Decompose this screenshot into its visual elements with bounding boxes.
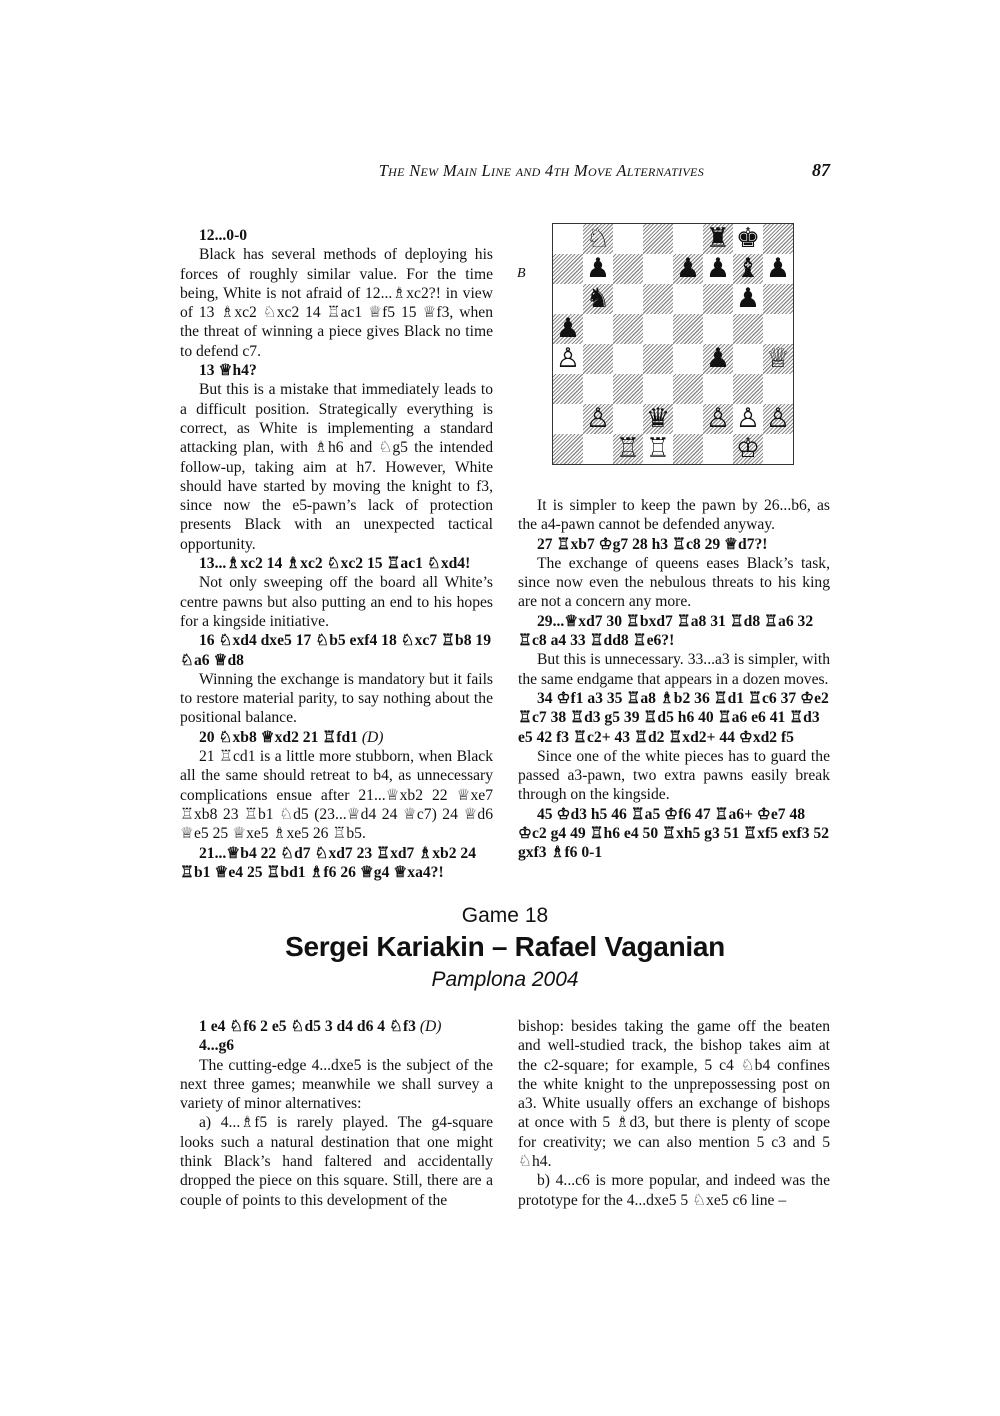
square-b8 <box>583 224 613 254</box>
square-h8 <box>763 224 793 254</box>
commentary-paragraph: Not only sweeping off the board all White’s centre pawns but also putting an end to his hopes for a kingside initiative. <box>180 574 493 630</box>
move-line: 29...♕xd7 30 ♖bxd7 ♖a8 31 ♖d8 ♖a6 32 ♖c8 a4 33 ♖dd8 ♖e6?! <box>518 612 814 650</box>
square-a8 <box>553 224 583 254</box>
move-line: 34 ♔f1 a3 35 ♖a8 ♗b2 36 ♖d1 ♖c6 37 ♔e2 ♖c7 38 ♖d3 g5 39 ♖d5 h6 40 ♖a6 e6 41 ♖d3 e5 42 f3 ♖c2+ 43 ♖d2 ♖xd2+ 44 ♔xd2 f5 <box>518 689 829 746</box>
move-line: 16 ♘xd4 dxe5 17 ♘b5 exf4 18 ♘xc7 ♖b8 19 ♘a6 ♕d8 <box>180 632 491 669</box>
square-d1 <box>643 434 673 464</box>
square-e4 <box>673 344 703 374</box>
square-c2 <box>613 404 643 434</box>
chess-piece-icon: ♟ <box>585 253 611 284</box>
move-line: 4...g6 <box>199 1037 235 1055</box>
square-f8 <box>703 224 733 254</box>
square-f1 <box>703 434 733 464</box>
commentary-paragraph: a) 4...♗f5 is rarely played. The g4-square looks such a natural destination that one might think Black’s hand faltered and accidentally dropped the piece on this square. Still, there are a couple of points to this development of the <box>180 1114 493 1209</box>
commentary-paragraph: But this is a mistake that immediately leads to a difficult position. Strategically everything is correct, as White is implementing a standard attacking plan, with ♗h6 and ♘g5 the intended follow-up, taking aim at h7. However, White should have started by moving the knight to f3, since now the e5-pawn’s lack of protection presents Black with an unexpected tactical opportunity. <box>180 381 493 553</box>
chess-piece-icon: ♙ <box>705 403 731 434</box>
chess-piece-icon: ♔ <box>735 433 761 464</box>
move-line: 13...♗xc2 14 ♗xc2 ♘xc2 15 ♖ac1 ♘xd4! <box>199 555 471 573</box>
commentary-paragraph: b) 4...c6 is more popular, and indeed was the prototype for the 4...dxe5 5 ♘xe5 c6 line – <box>518 1172 830 1209</box>
running-head-title: The New Main Line and 4th Move Alternatives <box>378 161 704 180</box>
square-e5 <box>673 314 703 344</box>
chess-piece-icon: ♖ <box>645 433 671 464</box>
square-b1 <box>583 434 613 464</box>
lower-right-column <box>518 1017 830 1210</box>
square-e6 <box>673 284 703 314</box>
square-g4 <box>733 344 763 374</box>
commentary-paragraph: Winning the exchange is mandatory but it fails to restore material parity, to say nothing about the positional balance. <box>180 670 493 727</box>
chess-piece-icon: ♞ <box>585 283 611 314</box>
square-d7 <box>643 254 673 284</box>
square-g6 <box>733 284 763 314</box>
commentary-paragraph: But this is unnecessary. 33...a3 is simpler, with the same endgame that appears in a dozen moves. <box>518 651 830 688</box>
square-c1 <box>613 434 643 464</box>
chess-piece-icon: ♟ <box>555 313 581 344</box>
square-a7 <box>553 254 583 284</box>
diagram-marker: (D) <box>419 1018 442 1035</box>
square-c7 <box>613 254 643 284</box>
chess-piece-icon: ♟ <box>735 283 761 314</box>
left-column <box>180 226 493 882</box>
square-a5 <box>553 314 583 344</box>
chess-piece-icon: ♟ <box>705 253 731 284</box>
square-b4 <box>583 344 613 374</box>
move-line: 21...♕b4 22 ♘d7 ♘xd7 23 ♖xd7 ♗xb2 24 ♖b1 ♕e4 25 ♖bd1 ♗f6 26 ♕g4 ♕xa4?! <box>180 844 476 881</box>
square-f5 <box>703 314 733 344</box>
square-d8 <box>643 224 673 254</box>
chess-piece-icon: ♕ <box>765 343 791 374</box>
square-g8 <box>733 224 763 254</box>
square-e7 <box>673 254 703 284</box>
commentary-paragraph: 21 ♖cd1 is a little more stubborn, when Black all the same should retreat to b4, as unnecessary complications ensue after 21...♕xb2 22 ♕xe7 ♖xb8 23 ♖b1 ♘d5 (23...♕d4 24 ♕c7) 24 ♕d6 ♕e5 25 ♕xe5 ♗xe5 26 ♖b5. <box>180 748 493 843</box>
move-line <box>180 728 493 747</box>
square-h3 <box>763 374 793 404</box>
square-f4 <box>703 344 733 374</box>
game-players: Sergei Kariakin – Rafael Vaganian <box>285 931 725 962</box>
square-d3 <box>643 374 673 404</box>
commentary-paragraph: The cutting-edge 4...dxe5 is the subject of the next three games; meanwhile we shall survey a variety of minor alternatives: <box>180 1056 493 1113</box>
square-e1 <box>673 434 703 464</box>
square-c8 <box>613 224 643 254</box>
square-h5 <box>763 314 793 344</box>
chess-piece-icon: ♟ <box>705 343 731 374</box>
running-head <box>180 161 830 183</box>
game-number: Game 18 <box>461 904 549 927</box>
chess-diagram <box>552 223 794 465</box>
square-b5 <box>583 314 613 344</box>
square-c3 <box>613 374 643 404</box>
game-event: Pamplona 2004 <box>431 968 579 991</box>
square-e8 <box>673 224 703 254</box>
square-g7 <box>733 254 763 284</box>
chess-piece-icon: ♟ <box>765 253 791 284</box>
square-a3 <box>553 374 583 404</box>
square-g1 <box>733 434 763 464</box>
square-b6 <box>583 284 613 314</box>
chess-piece-icon: ♛ <box>645 403 671 434</box>
square-f3 <box>703 374 733 404</box>
square-f2 <box>703 404 733 434</box>
move-line: 27 ♖xb7 ♔g7 28 h3 ♖c8 29 ♕d7?! <box>537 535 768 553</box>
move-line: 13 ♕h4? <box>199 362 257 380</box>
square-g2 <box>733 404 763 434</box>
square-c4 <box>613 344 643 374</box>
right-column <box>518 496 830 863</box>
square-d6 <box>643 284 673 314</box>
square-h7 <box>763 254 793 284</box>
square-g3 <box>733 374 763 404</box>
square-a4 <box>553 344 583 374</box>
square-f7 <box>703 254 733 284</box>
commentary-paragraph: bishop: besides taking the game off the beaten and well-studied track, the bishop takes aim at the c2-square; for example, 5 c4 ♘b4 confines the white knight to the unprepossessing post on a3. White usually offers an exchange of bishops at once with 5 ♗d3, but there is plenty of scope for creativity; we can also mention 5 c3 and 5 ♘h4. <box>518 1018 830 1171</box>
page-number: 87 <box>812 160 830 180</box>
chess-board <box>552 223 794 465</box>
square-f6 <box>703 284 733 314</box>
square-b3 <box>583 374 613 404</box>
square-c5 <box>613 314 643 344</box>
square-a2 <box>553 404 583 434</box>
move-text: 20 ♘xb8 ♕xd2 21 ♖fd1 <box>199 728 358 746</box>
side-to-move-label: B <box>517 266 526 281</box>
chess-piece-icon: ♘ <box>585 223 611 254</box>
move-text: 1 e4 ♘f6 2 e5 ♘d5 3 d4 d6 4 ♘f3 <box>199 1018 416 1035</box>
diagram-marker: (D) <box>361 728 384 746</box>
chess-piece-icon: ♜ <box>705 223 731 254</box>
square-a1 <box>553 434 583 464</box>
chess-piece-icon: ♝ <box>735 253 761 284</box>
square-e3 <box>673 374 703 404</box>
chess-piece-icon: ♙ <box>585 403 611 434</box>
move-line: 12...0-0 <box>199 227 248 244</box>
square-b7 <box>583 254 613 284</box>
square-h2 <box>763 404 793 434</box>
square-h4 <box>763 344 793 374</box>
square-e2 <box>673 404 703 434</box>
commentary-paragraph: It is simpler to keep the pawn by 26...b6, as the a4-pawn cannot be defended anyway. <box>518 497 830 534</box>
square-a6 <box>553 284 583 314</box>
square-d4 <box>643 344 673 374</box>
move-line: 45 ♔d3 h5 46 ♖a5 ♔f6 47 ♖a6+ ♔e7 48 ♔c2 g4 49 ♖h6 e4 50 ♖xh5 g3 51 ♖xf5 exf3 52 gxf3 ♗f6 0-1 <box>518 805 830 862</box>
square-h1 <box>763 434 793 464</box>
square-b2 <box>583 404 613 434</box>
chess-piece-icon: ♚ <box>735 223 761 254</box>
square-d2 <box>643 404 673 434</box>
chess-piece-icon: ♙ <box>555 343 581 374</box>
square-c6 <box>613 284 643 314</box>
commentary-paragraph: The exchange of queens eases Black’s task, since now even the nebulous threats to his king are not a concern any more. <box>518 554 830 611</box>
chess-piece-icon: ♙ <box>765 403 791 434</box>
commentary-paragraph: Since one of the white pieces has to guard the passed a3-pawn, two extra pawns easily break through on the kingside. <box>518 747 830 804</box>
lower-left-column <box>180 1017 493 1210</box>
square-h6 <box>763 284 793 314</box>
commentary-paragraph: Black has several methods of deploying his forces of roughly similar value. For the time being, White is not afraid of 12...♗xc2?! in view of 13 ♗xc2 ♘xc2 14 ♖ac1 ♕f5 15 ♕f3, when the threat of winning a piece gives Black no time to defend c7. <box>180 246 493 360</box>
square-g5 <box>733 314 763 344</box>
move-line <box>180 1017 493 1036</box>
square-d5 <box>643 314 673 344</box>
chess-piece-icon: ♟ <box>675 253 701 284</box>
chess-piece-icon: ♙ <box>735 403 761 434</box>
chess-piece-icon: ♖ <box>615 433 641 464</box>
